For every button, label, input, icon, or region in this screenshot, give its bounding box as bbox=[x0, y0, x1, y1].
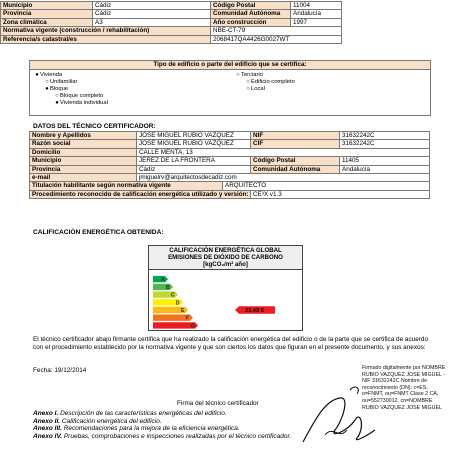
table-row bbox=[30, 157, 430, 165]
radio-mark: ● bbox=[35, 72, 39, 78]
municipio-label: Municipio bbox=[1, 2, 93, 10]
annex-num: Anexo III. bbox=[33, 425, 62, 432]
rating-letter-d: D bbox=[176, 300, 180, 307]
building-type-box bbox=[29, 60, 431, 116]
provincia-value: Cádiz bbox=[93, 10, 211, 18]
certifier-section-title: DATOS DEL TÉCNICO CERTIFICADOR: bbox=[33, 123, 156, 130]
chart-header bbox=[149, 246, 302, 270]
referencia-catastral-label: Referencia/s catastral/es bbox=[1, 35, 211, 43]
chart-units: [kgCO₂/m² año] bbox=[203, 261, 248, 268]
table-row bbox=[1, 18, 342, 26]
normativa-value: NBE-CT-79 bbox=[211, 27, 342, 35]
comunidad-certifier-value: Andalucía bbox=[340, 165, 430, 173]
nombre-label: Nombre y Apellidos bbox=[30, 132, 137, 140]
option-unifamiliar bbox=[44, 79, 77, 86]
table-row bbox=[30, 174, 430, 182]
normativa-label: Normativa vigente (construcción / rehabilitación) bbox=[1, 27, 211, 35]
rating-letter-b: B bbox=[166, 284, 170, 291]
table-row bbox=[30, 182, 430, 190]
provincia-label: Provincia bbox=[1, 10, 93, 18]
cp-certifier-label: Código Postal bbox=[251, 157, 340, 165]
building-type-title: Tipo de edificio o parte del edificio que se certifica: bbox=[30, 61, 430, 70]
titulacion-label: Titulación habilitante según normativa vigente bbox=[30, 182, 223, 190]
annex-item bbox=[33, 433, 291, 441]
provincia-certifier-value: Cádiz bbox=[137, 165, 251, 173]
option-terciario bbox=[235, 72, 263, 79]
nif-label: NIF bbox=[251, 132, 340, 140]
table-row bbox=[1, 10, 342, 18]
option-bloque-completo bbox=[54, 93, 103, 100]
rating-letter-c: C bbox=[171, 292, 175, 299]
table-row bbox=[30, 140, 430, 148]
certifier-table bbox=[29, 131, 430, 199]
option-bloque bbox=[44, 86, 68, 93]
table-row bbox=[1, 35, 342, 43]
rating-bar-b bbox=[153, 284, 173, 290]
radio-mark: ● bbox=[45, 86, 49, 92]
domicilio-label: Domicilio bbox=[30, 148, 137, 156]
option-vivienda-individual bbox=[54, 100, 108, 107]
option-label: Bloque completo bbox=[60, 93, 104, 99]
firma-label: Firma del técnico certificador bbox=[177, 400, 259, 407]
option-label: Vivienda bbox=[40, 72, 63, 78]
table-row bbox=[30, 165, 430, 173]
fecha-text: Fecha: 19/12/2014 bbox=[33, 367, 87, 374]
razon-social-value: JOSE MIGUEL RUBIO VAZQUEZ bbox=[137, 140, 251, 148]
nombre-value: JOSE MIGUEL RUBIO VAZQUEZ bbox=[137, 132, 251, 140]
rating-section-title: CALIFICACIÓN ENERGÉTICA OBTENIDA: bbox=[33, 229, 164, 236]
municipio-value: Cádiz bbox=[93, 2, 211, 10]
annex-text: Descripción de las características energéticas del edificio. bbox=[60, 410, 227, 417]
procedimiento-label: Procedimiento reconocido de calificación energética utilizado y versión: bbox=[30, 190, 251, 198]
annex-item bbox=[33, 418, 291, 426]
option-edificio-completo bbox=[245, 79, 295, 86]
rating-result-label: 23.43 E bbox=[245, 308, 265, 315]
option-label: Edificio completo bbox=[251, 79, 295, 85]
digital-signature-text: Firmado digitalmente por NOMBRE RUBIO VAZQUEZ JOSE MIGUEL - NIF 31632242C Nombre de reconocimiento (DN): c=ES, o=FNMT, ou=FNMT Clase 2 CA, ou=552730012, cn=NOMBRE RUBIO VAZQUEZ JOSE MIGUEL bbox=[362, 365, 446, 411]
certification-statement: El técnico certificador abajo firmante certifica que ha realizado la calificación energética del edificio o de la parte que se certifica de acuerdo con el procedimiento establecido por la normativa vigente y que son ciertos los datos que figuran en el presente documento, y sus anexos: bbox=[33, 336, 429, 351]
chart-title: CALIFICACIÓN ENERGÉTICA GLOBAL bbox=[169, 247, 282, 254]
option-label: Terciario bbox=[241, 72, 263, 78]
annex-num: Anexo I. bbox=[33, 410, 59, 417]
provincia-certifier-label: Provincia bbox=[30, 165, 137, 173]
radio-mark: ○ bbox=[246, 86, 250, 92]
radio-mark: ○ bbox=[236, 72, 240, 78]
table-row bbox=[1, 2, 342, 10]
comunidad-value: Andalucía bbox=[291, 10, 342, 18]
rating-bars bbox=[149, 270, 302, 330]
annex-text: Recomendaciones para la mejora de la eficiencia energética. bbox=[63, 425, 240, 432]
radio-mark: ○ bbox=[55, 93, 59, 99]
codigo-postal-value: 11004 bbox=[291, 2, 342, 10]
email-value: jmiguelrv@arquitectosdecadiz.com bbox=[137, 174, 430, 182]
table-row bbox=[30, 132, 430, 140]
option-local bbox=[245, 86, 265, 93]
rating-letter-a: A bbox=[161, 277, 165, 284]
table-row bbox=[1, 27, 342, 35]
annex-text: Pruebas, comprobaciones e inspecciones realizadas por el técnico certificador. bbox=[63, 432, 292, 440]
codigo-postal-label: Código Postal bbox=[211, 2, 291, 10]
building-data-table bbox=[0, 1, 342, 44]
option-label: Vivienda individual bbox=[60, 100, 108, 106]
cif-value: 31632242C bbox=[340, 140, 430, 148]
radio-mark: ○ bbox=[246, 79, 250, 85]
energy-rating-chart bbox=[148, 245, 303, 331]
zona-climatica-label: Zona climática bbox=[1, 18, 93, 26]
rating-letter-g: G bbox=[191, 323, 195, 330]
table-row bbox=[30, 190, 430, 198]
annex-num: Anexo II. bbox=[33, 417, 61, 425]
annex-item bbox=[33, 410, 291, 418]
titulacion-value: ARQUITECTO bbox=[223, 182, 430, 190]
annex-item bbox=[33, 425, 291, 433]
email-label: e-mail bbox=[30, 174, 137, 182]
cp-certifier-value: 11405 bbox=[340, 157, 430, 165]
municipio-certifier-label: Municipio bbox=[30, 157, 137, 165]
radio-mark: ○ bbox=[45, 79, 49, 85]
nif-value: 31632242C bbox=[340, 132, 430, 140]
municipio-certifier-value: JEREZ DE LA FRONTERA bbox=[137, 157, 251, 165]
option-label: Bloque bbox=[50, 86, 69, 92]
rating-letter-e: E bbox=[181, 308, 185, 314]
option-vivienda bbox=[34, 72, 62, 79]
annex-num: Anexo IV. bbox=[33, 432, 63, 440]
cif-label: CIF bbox=[251, 140, 340, 148]
zona-climatica-value: A3 bbox=[93, 18, 211, 26]
ano-construccion-value: 1997 bbox=[291, 18, 342, 26]
option-label: Local bbox=[251, 86, 265, 92]
option-label: Unifamiliar bbox=[50, 79, 78, 85]
chart-subtitle: EMISIONES DE DIÓXIDO DE CARBONO bbox=[168, 254, 283, 261]
ano-construccion-label: Año construcción bbox=[211, 18, 291, 26]
comunidad-certifier-label: Comunidad Autónoma bbox=[251, 165, 340, 173]
rating-letter-f: F bbox=[186, 315, 190, 322]
procedimiento-value: CE³X v1.3 bbox=[251, 190, 430, 198]
comunidad-label: Comunidad Autónoma bbox=[211, 10, 291, 18]
radio-mark: ● bbox=[55, 100, 59, 106]
annex-list bbox=[33, 410, 291, 440]
referencia-catastral-value: 2068417QA4426G0027WT bbox=[211, 35, 342, 43]
table-row bbox=[30, 148, 430, 156]
annex-text: Calificación energética del edificio. bbox=[61, 417, 162, 425]
domicilio-value: CALLE MENTA, 13 bbox=[137, 148, 430, 156]
razon-social-label: Razón social bbox=[30, 140, 137, 148]
